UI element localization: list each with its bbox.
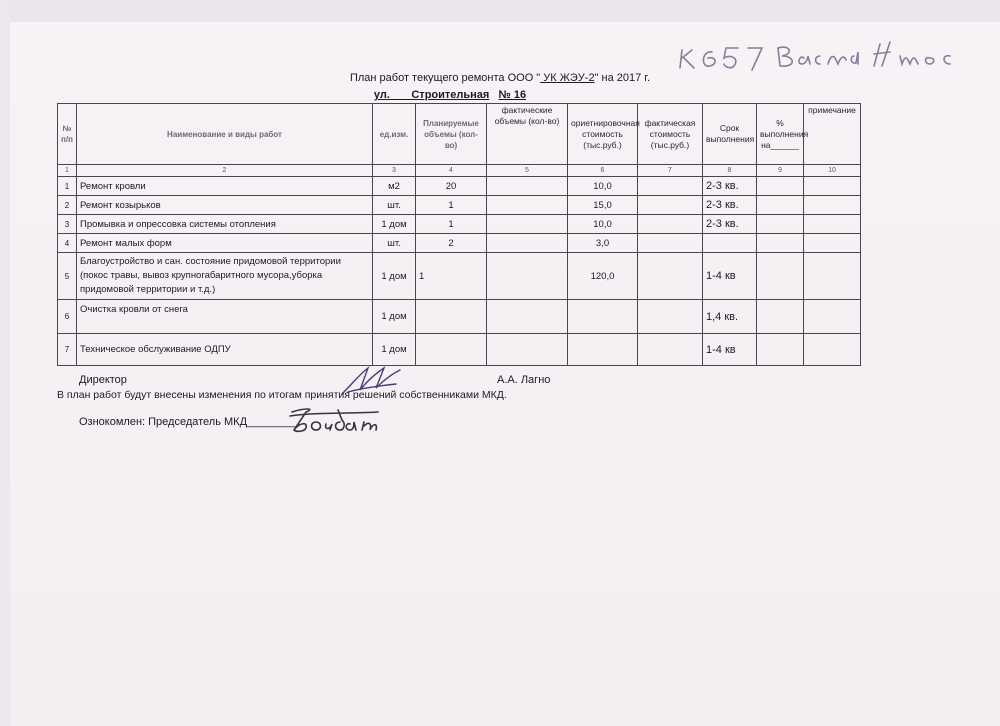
actual-volume (487, 334, 568, 366)
table-row (58, 234, 861, 253)
column-number: 2 (77, 165, 373, 177)
work-plan-table (57, 103, 861, 366)
company-name: УК ЖЭУ-2 (540, 72, 595, 84)
term: 1-4 кв (703, 253, 757, 300)
scan-border-left (0, 0, 10, 726)
planned-volume: 1 (416, 215, 487, 234)
row-number: 4 (58, 234, 77, 253)
header-cell: фактические объемы (кол-во) (487, 104, 568, 165)
column-number: 10 (804, 165, 861, 177)
estimated-cost: 120,0 (568, 253, 638, 300)
percent (757, 196, 804, 215)
unit: 1 дом (373, 300, 416, 334)
column-number: 6 (568, 165, 638, 177)
column-number: 4 (416, 165, 487, 177)
header-cell: % выполнения на______ (757, 104, 804, 165)
estimated-cost (568, 334, 638, 366)
unit: шт. (373, 234, 416, 253)
remark (804, 253, 861, 300)
remark (804, 234, 861, 253)
actual-volume (487, 300, 568, 334)
header-cell: Наименование и виды работ (77, 104, 373, 165)
column-number: 8 (703, 165, 757, 177)
acknowledged-text: Ознокомлен: Председатель МКД (79, 416, 248, 428)
actual-cost (638, 215, 703, 234)
remark (804, 334, 861, 366)
estimated-cost: 3,0 (568, 234, 638, 253)
estimated-cost: 15,0 (568, 196, 638, 215)
column-number: 5 (487, 165, 568, 177)
planned-volume: 1 (416, 196, 487, 215)
handwritten-note (668, 30, 968, 75)
scan-border-top (0, 0, 1000, 22)
percent (757, 253, 804, 300)
header-cell: Срок выполнения (703, 104, 757, 165)
term: 1,4 кв. (703, 300, 757, 334)
acknowledged-label: Ознокомлен: Председатель МКД________ (79, 416, 296, 428)
title-prefix: План работ текущего ремонта ООО " (349, 72, 541, 84)
director-name: А.А. Лагно (497, 374, 551, 386)
planned-volume (416, 334, 487, 366)
unit: 1 дом (373, 215, 416, 234)
term: 2-3 кв. (703, 215, 757, 234)
table-row (58, 215, 861, 234)
planned-volume: 2 (416, 234, 487, 253)
work-name: Промывка и опрессовка системы отопления (77, 215, 373, 234)
title-suffix: " на 2017 г. (594, 72, 651, 84)
actual-cost (638, 196, 703, 215)
header-cell: № п/п (58, 104, 77, 165)
planned-volume: 20 (416, 177, 487, 196)
actual-cost (638, 334, 703, 366)
actual-volume (487, 215, 568, 234)
unit: м2 (373, 177, 416, 196)
unit: шт. (373, 196, 416, 215)
row-number: 6 (58, 300, 77, 334)
column-number-row (58, 165, 861, 177)
column-number: 7 (638, 165, 703, 177)
header-cell: Планируемые объемы (кол-во) (416, 104, 487, 165)
column-number: 3 (373, 165, 416, 177)
actual-cost (638, 177, 703, 196)
row-number: 5 (58, 253, 77, 300)
work-name: Техническое обслуживание ОДПУ (77, 334, 373, 366)
header-cell: примечание (804, 104, 861, 165)
actual-volume (487, 196, 568, 215)
street-prefix: ул. (373, 89, 390, 101)
percent (757, 215, 804, 234)
header-cell: фактическая стоимость (тыс.руб.) (638, 104, 703, 165)
header-cell: ориетнировочная стоимость (тыс.руб.) (568, 104, 638, 165)
percent (757, 177, 804, 196)
table-row (58, 300, 861, 334)
row-number: 2 (58, 196, 77, 215)
remark (804, 177, 861, 196)
work-name: Благоустройство и сан. состояние придомовой территории (покос травы, вывоз крупногабаритного мусора,уборка придомовой территории и т.д.) (77, 253, 373, 300)
percent (757, 334, 804, 366)
term: 2-3 кв. (703, 196, 757, 215)
actual-cost (638, 300, 703, 334)
header-cell: ед.изм. (373, 104, 416, 165)
table-row (58, 196, 861, 215)
work-name: Ремонт кровли (77, 177, 373, 196)
changes-note: В план работ будут внесены изменения по итогам принятия решений собственниками МКД. (57, 389, 507, 401)
remark (804, 196, 861, 215)
house-number: № 16 (498, 89, 527, 101)
remark (804, 300, 861, 334)
percent (757, 300, 804, 334)
column-number: 9 (757, 165, 804, 177)
estimated-cost: 10,0 (568, 177, 638, 196)
planned-volume (416, 300, 487, 334)
actual-volume (487, 234, 568, 253)
table-row (58, 334, 861, 366)
unit: 1 дом (373, 334, 416, 366)
term: 2-3 кв. (703, 177, 757, 196)
planned-volume: 1 (416, 253, 487, 300)
row-number: 7 (58, 334, 77, 366)
remark (804, 215, 861, 234)
row-number: 1 (58, 177, 77, 196)
document-title (0, 72, 1000, 84)
row-number: 3 (58, 215, 77, 234)
unit: 1 дом (373, 253, 416, 300)
table-header-row (58, 104, 861, 165)
director-label: Директор (79, 374, 127, 386)
actual-cost (638, 253, 703, 300)
estimated-cost: 10,0 (568, 215, 638, 234)
document-subtitle (0, 89, 900, 101)
actual-volume (487, 253, 568, 300)
estimated-cost (568, 300, 638, 334)
percent (757, 234, 804, 253)
chairman-signature (286, 404, 382, 436)
work-name: Очистка кровли от снега (77, 300, 373, 334)
table-row (58, 177, 861, 196)
term: 1-4 кв (703, 334, 757, 366)
actual-volume (487, 177, 568, 196)
column-number: 1 (58, 165, 77, 177)
work-name: Ремонт козырьков (77, 196, 373, 215)
work-name: Ремонт малых форм (77, 234, 373, 253)
actual-cost (638, 234, 703, 253)
term (703, 234, 757, 253)
table-row (58, 253, 861, 300)
street-name: ___Строительная (389, 89, 490, 101)
